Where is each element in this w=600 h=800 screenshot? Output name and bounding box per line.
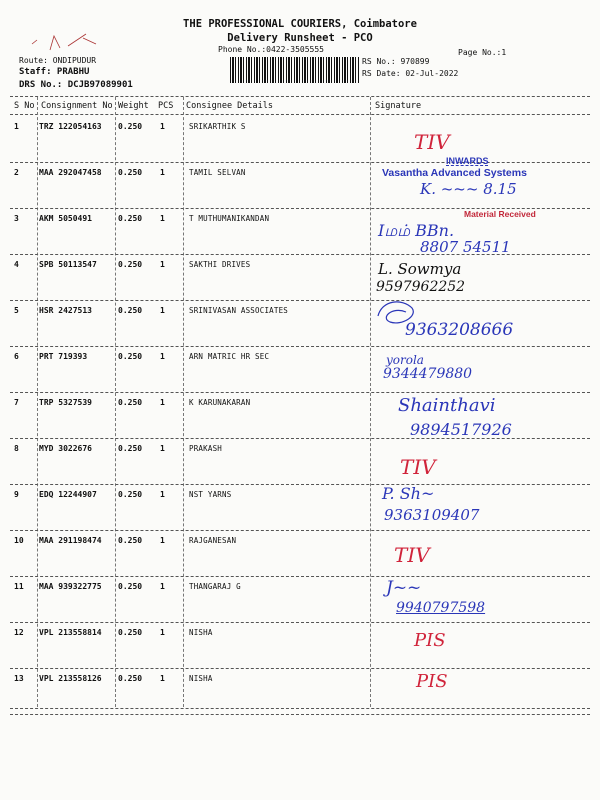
row-weight: 0.250 [118, 260, 143, 269]
signature-row-13: PIS [416, 671, 448, 692]
row-consignment-no: VPL 213558126 [39, 674, 102, 683]
phone-row-6: 9344479880 [383, 366, 473, 382]
row-consignment-no: PRT 719393 [39, 352, 88, 361]
row-sno: 1 [14, 122, 19, 131]
signature-row-12: PIS [414, 630, 446, 651]
row-weight: 0.250 [118, 352, 143, 361]
row-pcs: 1 [160, 628, 165, 637]
row-consignment-no: MAA 291198474 [39, 536, 102, 545]
row-sno: 11 [14, 582, 24, 591]
route: Route: ONDIPUDUR [19, 56, 97, 65]
row-sno: 7 [14, 398, 19, 407]
row-weight: 0.250 [118, 444, 143, 453]
col-pcs: PCS [158, 101, 174, 111]
row-pcs: 1 [160, 490, 165, 499]
row-sno: 8 [14, 444, 19, 453]
row-pcs: 1 [160, 582, 165, 591]
row-weight: 0.250 [118, 628, 143, 637]
row-consignee: TAMIL SELVAN [189, 168, 246, 177]
row-consignee: ARN MATRIC HR SEC [189, 352, 270, 361]
row-pcs: 1 [160, 674, 165, 683]
row-pcs: 1 [160, 214, 165, 223]
col-divider [183, 97, 184, 707]
row-sno: 9 [14, 490, 19, 499]
row-consignment-no: TRP 5327539 [39, 398, 92, 407]
row-consignment-no: MYD 3022676 [39, 444, 92, 453]
col-signature: Signature [375, 101, 422, 111]
row-pcs: 1 [160, 398, 165, 407]
row-pcs: 1 [160, 306, 165, 315]
phone-row-4: 9597962252 [376, 279, 466, 295]
phone-row-5: 9363208666 [405, 320, 514, 340]
signature-row-1: TIV [414, 130, 450, 154]
row-sno: 3 [14, 214, 19, 223]
row-pcs: 1 [160, 352, 165, 361]
row-consignee: NST YARNS [189, 490, 232, 499]
signature-row-2: K. ~~~ 8.15 [420, 180, 517, 198]
row-rule [10, 392, 590, 393]
row-consignee: SRIKARTHIK S [189, 122, 246, 131]
row-sno: 12 [14, 628, 24, 637]
row-consignment-no: SPB 50113547 [39, 260, 97, 269]
row-rule [10, 300, 590, 301]
row-pcs: 1 [160, 536, 165, 545]
row-consignment-no: EDQ 12244907 [39, 490, 97, 499]
rs-date: RS Date: 02-Jul-2022 [362, 69, 459, 78]
row-weight: 0.250 [118, 168, 143, 177]
col-sno: S No [14, 101, 35, 111]
row-weight: 0.250 [118, 674, 143, 683]
row-rule [10, 346, 590, 347]
row-weight: 0.250 [118, 214, 143, 223]
row-rule [10, 484, 590, 485]
row-pcs: 1 [160, 168, 165, 177]
row-pcs: 1 [160, 444, 165, 453]
company-name: THE PROFESSIONAL COURIERS, Coimbatore [183, 18, 417, 30]
table-top-rule [10, 96, 590, 97]
row-sno: 10 [14, 536, 24, 545]
row-weight: 0.250 [118, 122, 143, 131]
signature-row-9: P. Sh~ [382, 484, 435, 503]
row-weight: 0.250 [118, 398, 143, 407]
signature-row-7: Shainthavi [398, 395, 496, 416]
col-divider [115, 97, 116, 707]
row-sno: 6 [14, 352, 19, 361]
signature-row-8: TIV [400, 455, 436, 479]
col-consignee: Consignee Details [186, 101, 273, 111]
col-consignment: Consignment No [41, 101, 113, 111]
row-pcs: 1 [160, 122, 165, 131]
phone-row-3: 8807 54511 [420, 238, 511, 256]
row-consignee: T MUTHUMANIKANDAN [189, 214, 270, 223]
row-consignee: THANGARAJ G [189, 582, 241, 591]
staff: Staff: PRABHU [19, 67, 90, 77]
signature-row-10: TIV [394, 543, 430, 567]
stamp-inwards: INWARDS [446, 156, 489, 166]
table-header-rule [10, 114, 590, 115]
signature-row-11: J~~ [386, 578, 422, 598]
row-rule [10, 576, 590, 577]
pen-scribble-icon [28, 30, 98, 60]
page-number: Page No.:1 [458, 48, 507, 57]
row-consignment-no: VPL 213558814 [39, 628, 102, 637]
table-bottom-rule [10, 708, 590, 709]
phone-number: Phone No.:0422-3505555 [218, 45, 324, 54]
row-sno: 2 [14, 168, 19, 177]
row-weight: 0.250 [118, 306, 143, 315]
rs-number: RS No.: 970899 [362, 57, 430, 66]
row-consignee: NISHA [189, 628, 213, 637]
row-consignment-no: AKM 5050491 [39, 214, 92, 223]
col-weight: Weight [118, 101, 149, 111]
row-rule [10, 162, 590, 163]
row-sno: 13 [14, 674, 24, 683]
row-consignee: SRINIVASAN ASSOCIATES [189, 306, 289, 315]
row-rule [10, 622, 590, 623]
row-rule [10, 714, 590, 715]
row-consignment-no: MAA 292047458 [39, 168, 102, 177]
row-consignee: K KARUNAKARAN [189, 398, 251, 407]
row-consignee: SAKTHI DRIVES [189, 260, 251, 269]
stamp-material-received: Material Received [464, 209, 536, 219]
row-consignee: NISHA [189, 674, 213, 683]
col-divider [370, 97, 371, 707]
barcode-image [230, 57, 360, 83]
phone-row-9: 9363109407 [384, 506, 480, 524]
signature-row-3: Iமம் BBn. [378, 221, 455, 240]
row-rule [10, 668, 590, 669]
drs-number: DRS No.: DCJB97089901 [19, 80, 133, 90]
stamp-company: Vasantha Advanced Systems [382, 167, 527, 179]
row-sno: 5 [14, 306, 19, 315]
row-weight: 0.250 [118, 582, 143, 591]
signature-row-6: yorola [386, 353, 424, 367]
row-weight: 0.250 [118, 536, 143, 545]
row-consignee: PRAKASH [189, 444, 223, 453]
row-consignment-no: TRZ 122054163 [39, 122, 102, 131]
row-consignee: RAJGANESAN [189, 536, 237, 545]
signature-row-4: L. Sowmya [378, 260, 462, 278]
phone-row-7: 9894517926 [410, 420, 512, 439]
row-weight: 0.250 [118, 490, 143, 499]
row-consignment-no: MAA 939322775 [39, 582, 102, 591]
phone-row-11: 9940797598 [396, 600, 486, 616]
col-divider [37, 97, 38, 707]
row-pcs: 1 [160, 260, 165, 269]
row-rule [10, 530, 590, 531]
runsheet-title: Delivery Runsheet - PCO [227, 32, 373, 44]
row-consignment-no: HSR 2427513 [39, 306, 92, 315]
row-sno: 4 [14, 260, 19, 269]
